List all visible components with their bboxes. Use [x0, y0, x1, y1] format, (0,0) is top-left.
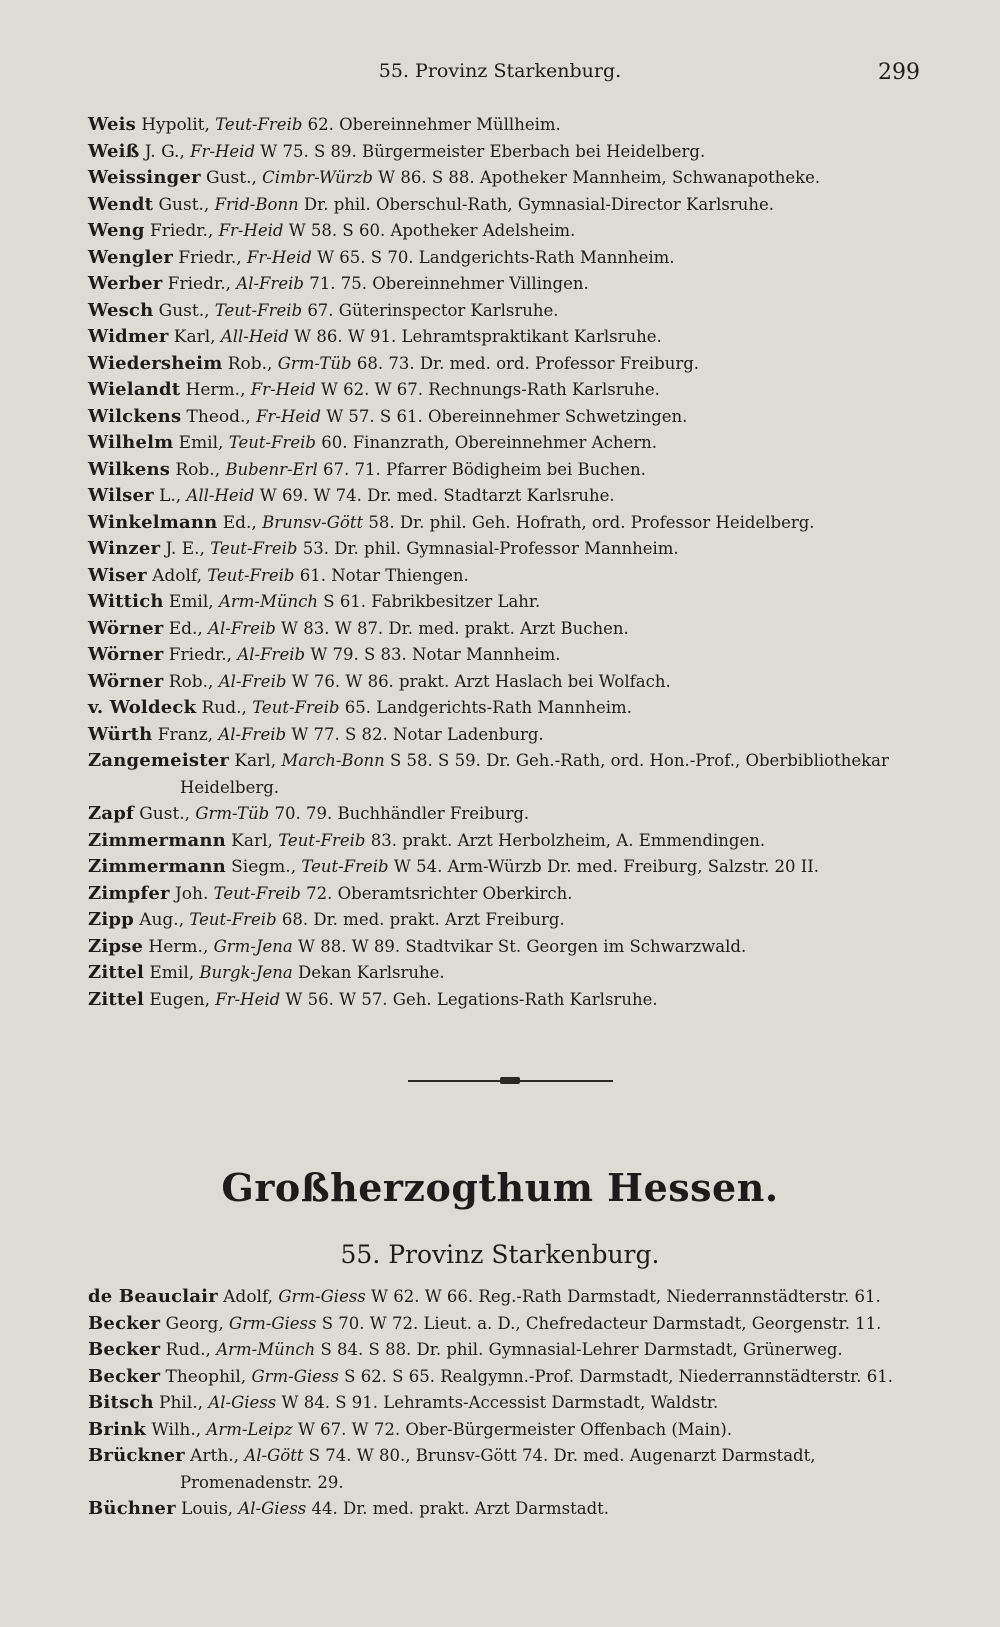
entry-first-name: Gust.,	[158, 194, 210, 215]
running-title: 55. Provinz Starkenburg.	[378, 60, 622, 82]
entry-name: Werber	[88, 273, 163, 294]
list-entry	[88, 987, 938, 1014]
list-entry	[88, 351, 938, 378]
entry-first-name: Emil,	[149, 963, 195, 983]
entry-name: Wengler	[88, 246, 174, 268]
entry-first-name: Rud.,	[165, 1340, 211, 1360]
entry-first-name: Theod.,	[186, 406, 251, 427]
entry-corps: Teut-Freib	[252, 698, 340, 717]
entry-first-name: Rob.,	[227, 353, 273, 374]
entry-details: 68. 73. Dr. med. ord. Professor Freiburg.	[356, 353, 700, 373]
entry-corps: Teut-Freib	[278, 830, 366, 850]
entry-corps: Fr-Heid	[215, 989, 281, 1009]
list-entry	[88, 1311, 938, 1338]
entry-details: 70. 79. Buchhändler Freiburg.	[274, 804, 530, 823]
entry-corps: Grm-Giess	[251, 1366, 339, 1386]
entry-name: Weissinger	[88, 167, 201, 188]
list-entry	[88, 589, 938, 616]
entry-details: 62. Obereinnehmer Müllheim.	[307, 115, 561, 134]
entry-first-name: Franz,	[157, 724, 214, 745]
entry-first-name: Gust.,	[139, 804, 191, 824]
entry-first-name: Karl,	[231, 830, 273, 851]
entry-continuation: Heidelberg.	[180, 777, 280, 797]
entry-details: W 79. S 83. Notar Mannheim.	[310, 645, 561, 664]
entry-name: Brink	[88, 1418, 147, 1440]
entry-continuation: Promenadenstr. 29.	[180, 1472, 344, 1492]
entry-corps: Arm-Münch	[216, 1340, 316, 1359]
entry-first-name: L.,	[159, 486, 182, 506]
entry-details: W 77. S 82. Notar Ladenburg.	[291, 724, 544, 744]
entry-first-name: Karl,	[173, 327, 216, 347]
entry-details: W 56. W 57. Geh. Legations-Rath Karlsruhe.	[285, 989, 658, 1009]
entry-name: Winzer	[88, 538, 161, 559]
entry-first-name: Friedr.,	[178, 247, 242, 268]
entry-name: Zimpfer	[88, 882, 170, 904]
list-entry	[88, 271, 938, 298]
entry-name: Weng	[88, 220, 145, 241]
list-entry	[88, 245, 938, 272]
entry-first-name: Friedr.,	[167, 274, 232, 294]
list-entry	[88, 854, 938, 881]
entry-name: Wörner	[88, 670, 164, 692]
entry-corps: Al-Freib	[236, 274, 304, 293]
entry-details: 61. Notar Thiengen.	[299, 565, 469, 585]
entry-corps: Grm-Jena	[213, 936, 293, 956]
entry-name: Weiß	[88, 140, 140, 162]
entry-first-name: Siegm.,	[231, 857, 297, 877]
entry-name: Wesch	[88, 299, 154, 321]
entry-corps: Grm-Tüb	[195, 804, 270, 823]
entry-corps: Bubenr-Erl	[225, 459, 318, 479]
entry-name: Wilckens	[88, 405, 182, 427]
list-entry	[88, 642, 938, 669]
entry-first-name: Karl,	[234, 751, 277, 771]
list-entry	[88, 298, 938, 325]
entry-corps: Fr-Heid	[256, 406, 321, 426]
entry-name: Becker	[88, 1312, 161, 1334]
entry-details: 71. 75. Obereinnehmer Villingen.	[309, 274, 589, 293]
entry-corps: Arm-Münch	[218, 592, 319, 611]
entry-first-name: J. G.,	[144, 141, 185, 162]
entry-details: W 62. W 67. Rechnungs-Rath Karlsruhe.	[320, 380, 660, 399]
list-entry	[88, 536, 938, 563]
list-entry	[88, 192, 938, 219]
member-list-baden	[88, 112, 938, 1013]
entry-first-name: Herm.,	[185, 380, 246, 400]
entry-corps: All-Heid	[220, 327, 289, 346]
entry-name: Büchner	[88, 1498, 176, 1519]
entry-first-name: Theophil,	[165, 1366, 247, 1387]
entry-corps: Teut-Freib	[210, 539, 298, 558]
entry-first-name: Rob.,	[175, 459, 221, 480]
entry-first-name: Georg,	[165, 1313, 224, 1334]
list-entry	[88, 748, 938, 775]
entry-details: W 62. W 66. Reg.-Rath Darmstadt, Niederrannstädterstr. 61.	[371, 1287, 881, 1306]
entry-details: 68. Dr. med. prakt. Arzt Freiburg.	[281, 910, 565, 929]
entry-first-name: Friedr.,	[149, 221, 214, 241]
list-entry	[88, 695, 938, 722]
entry-corps: Al-Giess	[238, 1499, 307, 1518]
entry-details: 53. Dr. phil. Gymnasial-Professor Mannheim.	[302, 539, 679, 558]
entry-corps: Fr-Heid	[250, 380, 316, 399]
list-entry	[88, 907, 938, 934]
entry-details: W 84. S 91. Lehramts-Accessist Darmstadt, Waldstr.	[281, 1393, 719, 1412]
entry-first-name: Gust.,	[158, 300, 210, 321]
list-entry	[88, 218, 938, 245]
entry-name: Wörner	[88, 644, 164, 665]
entry-details: W 83. W 87. Dr. med. prakt. Arzt Buchen.	[281, 618, 629, 638]
list-entry	[88, 324, 938, 351]
entry-details: 44. Dr. med. prakt. Arzt Darmstadt.	[311, 1499, 610, 1518]
entry-name: Wittich	[88, 591, 164, 612]
entry-name: Wiser	[88, 564, 147, 586]
list-entry	[88, 1496, 938, 1523]
entry-first-name: Louis,	[181, 1499, 234, 1519]
entry-corps: Grm-Giess	[278, 1287, 366, 1306]
divider-ornament	[500, 1077, 520, 1084]
member-list-hessen	[88, 1284, 938, 1523]
entry-details: 60. Finanzrath, Obereinnehmer Achern.	[321, 433, 657, 452]
entry-details: S 84. S 88. Dr. phil. Gymnasial-Lehrer Darmstadt, Grünerweg.	[320, 1340, 843, 1359]
list-entry	[88, 934, 938, 961]
entry-name: Zimmermann	[88, 856, 226, 877]
entry-name: Becker	[88, 1365, 161, 1387]
entry-details: W 75. S 89. Bürgermeister Eberbach bei Heidelberg.	[260, 141, 706, 161]
entry-name: Zipp	[88, 909, 134, 930]
entry-name: de Beauclair	[88, 1286, 218, 1307]
list-entry	[88, 112, 938, 139]
entry-details: W 69. W 74. Dr. med. Stadtarzt Karlsruhe.	[259, 486, 615, 505]
entry-name: Zangemeister	[88, 750, 230, 771]
entry-name: Weis	[88, 114, 136, 135]
list-entry	[88, 510, 938, 537]
list-entry	[88, 960, 938, 987]
entry-corps: Teut-Freib	[228, 433, 316, 452]
entry-details: Dr. phil. Oberschul-Rath, Gymnasial-Director Karlsruhe.	[303, 194, 774, 214]
list-entry	[88, 669, 938, 696]
entry-first-name: Herm.,	[148, 936, 209, 957]
entry-corps: Al-Freib	[218, 671, 287, 691]
entry-details: W 86. W 91. Lehramtspraktikant Karlsruhe.	[294, 327, 662, 346]
entry-corps: Cimbr-Würzb	[262, 168, 373, 187]
list-entry	[88, 563, 938, 590]
entry-corps: Fr-Heid	[218, 221, 284, 240]
list-entry	[88, 1390, 938, 1417]
entry-first-name: Emil,	[168, 592, 214, 612]
list-entry-continuation	[88, 1470, 938, 1497]
entry-first-name: Ed.,	[222, 512, 257, 533]
list-entry	[88, 881, 938, 908]
state-title: Großherzogthum Hessen.	[221, 1165, 779, 1210]
list-entry	[88, 139, 938, 166]
entry-corps: March-Bonn	[281, 751, 385, 770]
entry-corps: Burgk-Jena	[199, 963, 293, 982]
entry-details: S 70. W 72. Lieut. a. D., Chefredacteur Darmstadt, Georgenstr. 11.	[321, 1313, 882, 1333]
entry-name: Wilkens	[88, 458, 171, 480]
entry-name: Winkelmann	[88, 511, 218, 533]
entry-details: 58. Dr. phil. Geh. Hofrath, ord. Professor Heidelberg.	[368, 512, 815, 532]
list-entry	[88, 828, 938, 855]
entry-details: 72. Oberamtsrichter Oberkirch.	[306, 883, 573, 903]
entry-first-name: Hypolit,	[141, 115, 210, 135]
entry-corps: Grm-Giess	[229, 1313, 317, 1333]
entry-corps: Al-Giess	[208, 1393, 277, 1412]
entry-first-name: Eugen,	[149, 989, 211, 1010]
entry-first-name: Joh.	[174, 883, 209, 904]
entry-name: Wendt	[88, 193, 154, 215]
list-entry	[88, 377, 938, 404]
entry-details: W 86. S 88. Apotheker Mannheim, Schwanapotheke.	[378, 168, 821, 187]
entry-details: W 54. Arm-Würzb Dr. med. Freiburg, Salzstr. 20 II.	[393, 857, 820, 876]
entry-first-name: Wilh.,	[151, 1419, 202, 1440]
entry-name: Wiedersheim	[88, 352, 223, 374]
entry-first-name: Rud.,	[201, 698, 247, 718]
province-heading: 55. Provinz Starkenburg.	[340, 1240, 660, 1269]
entry-name: Bitsch	[88, 1392, 154, 1413]
entry-first-name: Aug.,	[139, 910, 185, 930]
entry-first-name: Adolf,	[223, 1287, 274, 1307]
entry-first-name: Adolf,	[152, 565, 202, 586]
list-entry-continuation	[88, 775, 938, 802]
entry-name: v. Woldeck	[88, 697, 197, 718]
entry-name: Wörner	[88, 617, 164, 639]
entry-first-name: Ed.,	[168, 618, 203, 639]
entry-details: W 76. W 86. prakt. Arzt Haslach bei Wolfach.	[291, 671, 671, 691]
entry-first-name: Emil,	[178, 433, 224, 453]
entry-details: 67. 71. Pfarrer Bödigheim bei Buchen.	[323, 459, 646, 479]
entry-first-name: Friedr.,	[168, 645, 233, 665]
entry-corps: Teut-Freib	[213, 883, 301, 903]
list-entry	[88, 1337, 938, 1364]
page-number: 299	[878, 60, 920, 85]
entry-corps: Al-Freib	[208, 618, 276, 638]
list-entry	[88, 404, 938, 431]
entry-details: 83. prakt. Arzt Herbolzheim, A. Emmendingen.	[370, 830, 766, 850]
entry-details: W 67. W 72. Ober-Bürgermeister Offenbach (Main).	[297, 1419, 733, 1439]
entry-corps: Teut-Freib	[215, 115, 303, 134]
entry-first-name: Rob.,	[168, 671, 214, 692]
entry-details: 67. Güterinspector Karlsruhe.	[307, 300, 559, 320]
entry-name: Zimmermann	[88, 829, 226, 851]
entry-name: Zittel	[88, 962, 145, 983]
entry-name: Wilhelm	[88, 432, 174, 453]
entry-details: S 62. S 65. Realgymn.-Prof. Darmstadt, Niederrannstädterstr. 61.	[344, 1366, 893, 1386]
entry-name: Zittel	[88, 988, 145, 1010]
entry-details: W 57. S 61. Obereinnehmer Schwetzingen.	[326, 406, 688, 426]
entry-first-name: J. E.,	[165, 539, 205, 559]
entry-first-name: Arth.,	[190, 1446, 240, 1466]
entry-corps: Fr-Heid	[246, 247, 312, 267]
entry-corps: Teut-Freib	[189, 910, 277, 929]
entry-corps: Al-Gött	[244, 1446, 304, 1465]
entry-details: Dekan Karlsruhe.	[298, 963, 445, 982]
entry-name: Wilser	[88, 485, 154, 506]
list-entry	[88, 457, 938, 484]
entry-corps: Arm-Leipz	[206, 1419, 293, 1439]
list-entry	[88, 616, 938, 643]
list-entry	[88, 483, 938, 510]
entry-corps: Teut-Freib	[207, 565, 295, 585]
entry-name: Zipse	[88, 935, 144, 957]
entry-corps: All-Heid	[186, 486, 255, 505]
entry-corps: Frid-Bonn	[214, 194, 299, 214]
entry-corps: Brunsv-Gött	[262, 512, 364, 532]
entry-corps: Grm-Tüb	[277, 353, 352, 373]
list-entry	[88, 1364, 938, 1391]
list-entry	[88, 1417, 938, 1444]
list-entry	[88, 1284, 938, 1311]
entry-first-name: Gust.,	[206, 168, 257, 188]
entry-corps: Teut-Freib	[214, 300, 303, 320]
entry-corps: Teut-Freib	[301, 857, 389, 876]
entry-details: W 58. S 60. Apotheker Adelsheim.	[288, 221, 576, 240]
list-entry	[88, 165, 938, 192]
entry-name: Becker	[88, 1339, 161, 1360]
entry-corps: Al-Freib	[237, 645, 306, 664]
entry-name: Brückner	[88, 1445, 185, 1466]
list-entry	[88, 1443, 938, 1470]
entry-details: S 74. W 80., Brunsv-Gött 74. Dr. med. Augenarzt Darmstadt,	[308, 1446, 816, 1465]
entry-corps: Al-Freib	[218, 724, 287, 744]
entry-first-name: Phil.,	[159, 1393, 204, 1413]
list-entry	[88, 430, 938, 457]
entry-corps: Fr-Heid	[190, 141, 256, 161]
list-entry	[88, 801, 938, 828]
entry-details: S 58. S 59. Dr. Geh.-Rath, ord. Hon.-Prof., Oberbibliothekar	[390, 751, 889, 770]
list-entry	[88, 722, 938, 749]
entry-name: Wielandt	[88, 379, 181, 400]
entry-details: W 88. W 89. Stadtvikar St. Georgen im Schwarzwald.	[298, 936, 747, 956]
entry-name: Würth	[88, 723, 153, 745]
entry-details: 65. Landgerichts-Rath Mannheim.	[344, 698, 632, 717]
entry-name: Zapf	[88, 803, 134, 824]
entry-details: W 65. S 70. Landgerichts-Rath Mannheim.	[317, 247, 675, 267]
entry-details: S 61. Fabrikbesitzer Lahr.	[323, 592, 541, 611]
entry-name: Widmer	[88, 326, 169, 347]
